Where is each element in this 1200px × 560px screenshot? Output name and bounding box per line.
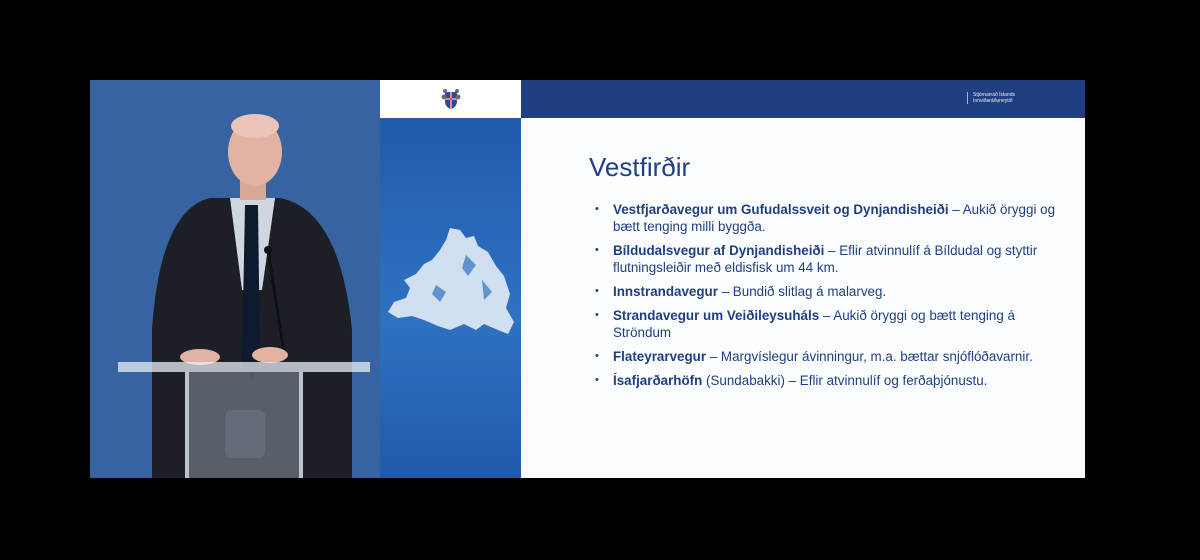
project-item bbox=[591, 307, 1061, 341]
project-name: Vestfjarðavegur um Gufudalssveit og Dynjandisheiði bbox=[613, 202, 949, 217]
slide-left-panel bbox=[380, 80, 521, 478]
project-item bbox=[591, 348, 1061, 365]
bullet-dot-icon: • bbox=[595, 350, 599, 362]
project-name: Strandavegur um Veiðileysuháls bbox=[613, 308, 820, 323]
podium-top bbox=[118, 362, 370, 372]
project-name: Bíldudalsvegur af Dynjandisheiði bbox=[613, 243, 825, 258]
slide-header-bar bbox=[521, 80, 1085, 118]
presentation-slide bbox=[380, 80, 1085, 478]
project-list bbox=[591, 201, 1061, 396]
speaker-photo bbox=[90, 80, 380, 478]
westfjords-map-icon bbox=[380, 80, 521, 478]
project-item bbox=[591, 201, 1061, 235]
project-name: Innstrandavegur bbox=[613, 284, 718, 299]
project-item bbox=[591, 283, 1061, 300]
project-item bbox=[591, 242, 1061, 276]
ministry-label bbox=[967, 92, 1015, 104]
project-description: – Margvíslegur ávinningur, m.a. bættar snjóflóðavarnir. bbox=[706, 349, 1033, 364]
project-description: – Aukið öryggi og bætt tenging milli byggða. bbox=[613, 202, 1056, 234]
speaker-video bbox=[90, 80, 380, 478]
project-description: – Aukið öryggi og bætt tenging á Ströndum bbox=[613, 308, 1015, 340]
bullet-dot-icon: • bbox=[595, 374, 599, 386]
project-description: – Eflir atvinnulíf á Bíldudal og styttir flutningsleiðir með eldisfisk um 44 km. bbox=[613, 243, 1038, 275]
project-name: Ísafjarðarhöfn bbox=[613, 373, 703, 388]
ministry-line-2: Innviðaráðuneytið bbox=[973, 98, 1013, 104]
ministry-line-1: Stjórnarráð Íslands bbox=[973, 92, 1015, 98]
slide-title: Vestfirðir bbox=[589, 152, 691, 182]
project-description: (Sundabakki) – Eflir atvinnulíf og ferðaþjónustu. bbox=[702, 373, 988, 388]
presentation-frame bbox=[90, 80, 1085, 478]
slide-content bbox=[521, 118, 1085, 478]
podium-emblem bbox=[225, 410, 265, 458]
project-item bbox=[591, 372, 1061, 389]
bullet-dot-icon: • bbox=[595, 203, 599, 215]
project-description: – Bundið slitlag á malarveg. bbox=[717, 284, 887, 299]
project-name: Flateyrarvegur bbox=[613, 349, 707, 364]
bullet-dot-icon: • bbox=[595, 309, 599, 321]
bullet-dot-icon: • bbox=[595, 244, 599, 256]
bullet-dot-icon: • bbox=[595, 285, 599, 297]
